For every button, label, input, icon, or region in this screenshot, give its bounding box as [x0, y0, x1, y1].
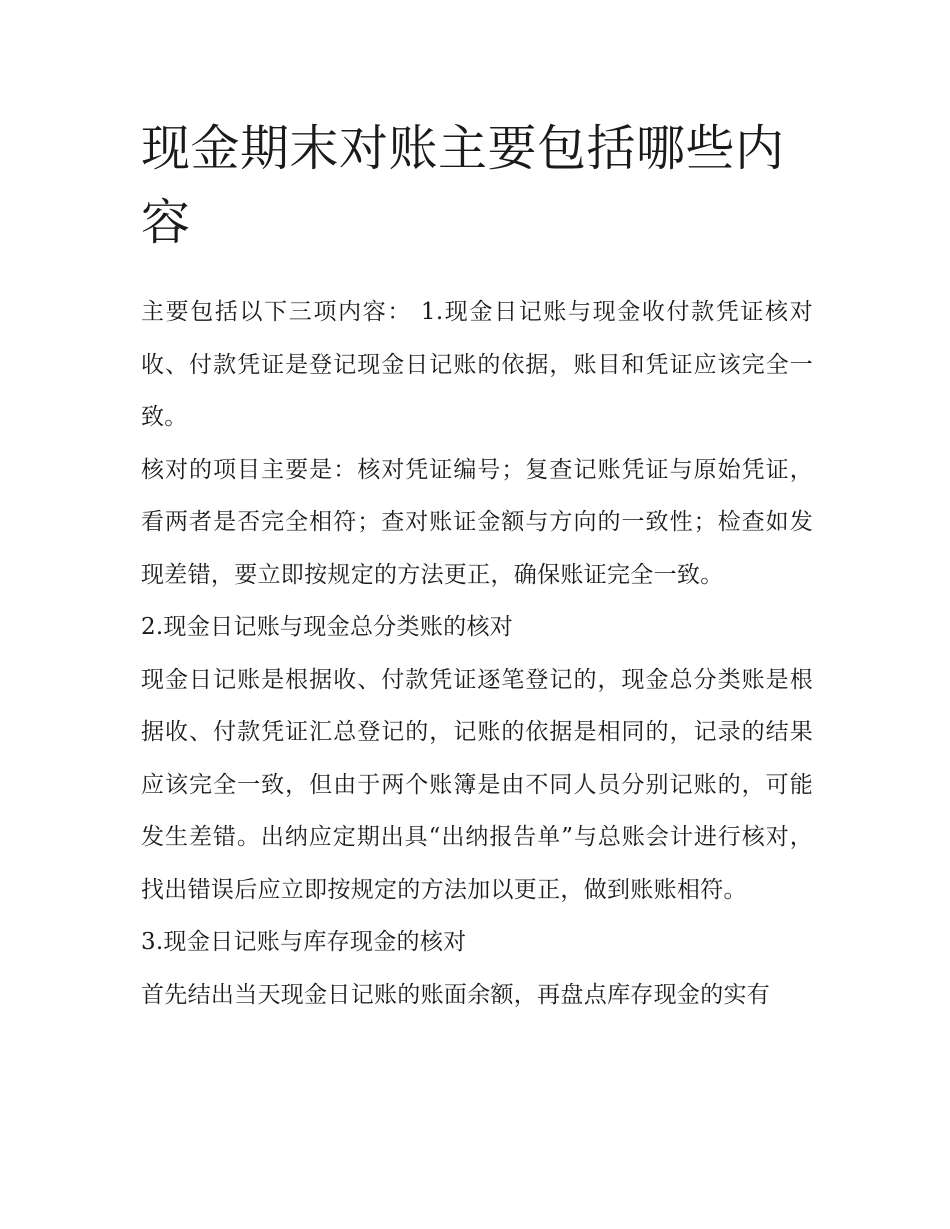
document-title: 现金期末对账主要包括哪些内容: [141, 120, 785, 251]
document-page: [141, 112, 813, 1021]
section-heading-2: 2.现金日记账与现金总分类账的核对: [141, 614, 514, 640]
section-heading-3: 3.现金日记账与库存现金的核对: [141, 929, 467, 955]
paragraph-cash-check: 首先结出当天现金日记账的账面余额，再盘点库存现金的实有: [141, 981, 771, 1008]
document-body: [141, 286, 813, 1021]
paragraph-check-items: 核对的项目主要是：核对凭证编号；复查记账凭证与原始凭证，看两者是否完全相符；查对账证金额与方向的一致性；检查如发现差错，要立即按规定的方法更正，确保账证完全一致。: [141, 456, 813, 588]
paragraph-intro: 主要包括以下三项内容： 1.现金日记账与现金收付款凭证核对收、付款凭证是登记现金日记账的依据，账目和凭证应该完全一致。: [141, 299, 813, 430]
paragraph-ledger-check: 现金日记账是根据收、付款凭证逐笔登记的，现金总分类账是根据收、付款凭证汇总登记的，记账的依据是相同的，记录的结果应该完全一致，但由于两个账簿是由不同人员分别记账的，可能发生差错。出纳应定期出具“出纳报告单”与总账会计进行核对，找出错误后应立即按规定的方法加以更正，做到账账相符。: [141, 666, 813, 903]
